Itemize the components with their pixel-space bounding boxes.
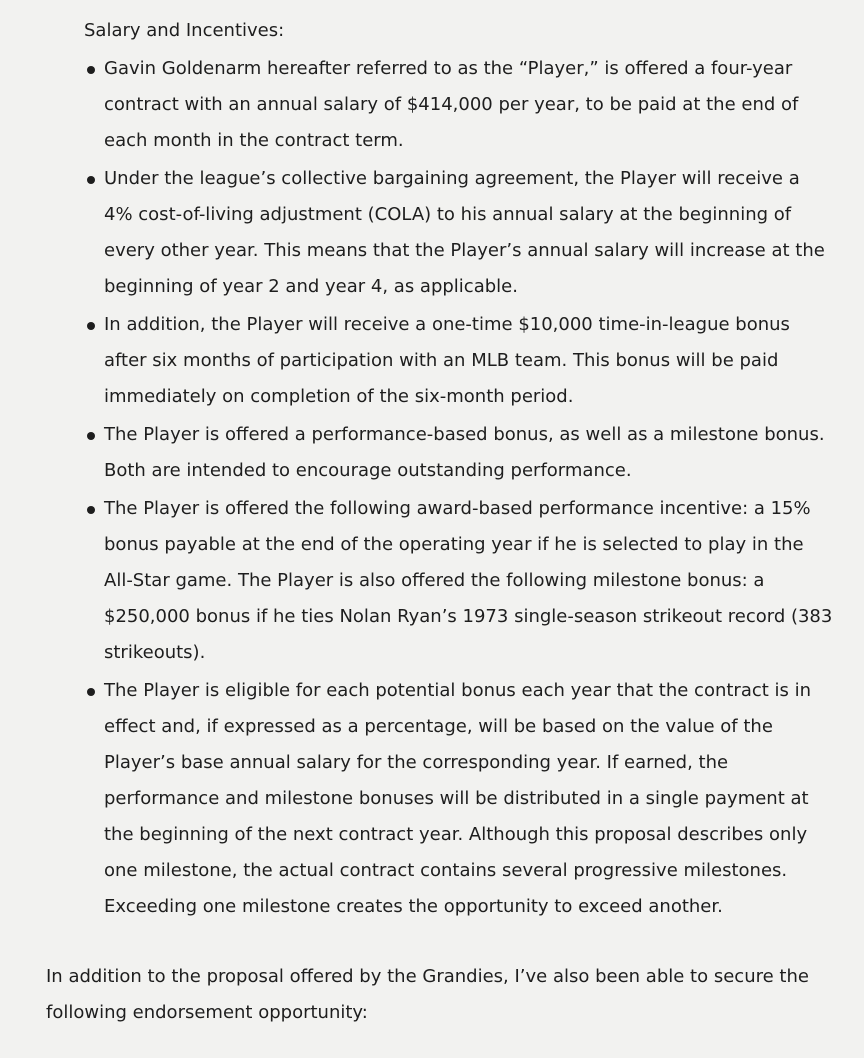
bullet-item-base-salary: Gavin Goldenarm hereafter referred to as the “Player,” is offered a four-year contract with an annual salary of $414,000 per year, to be paid at the end of each month in the contract term. (0, 51, 864, 159)
closing-paragraph: In addition to the proposal offered by the Grandies, I’ve also been able to secure the following endorsement opportunity: (46, 966, 809, 1023)
section-heading-salary-incentives: Salary and Incentives: (84, 20, 285, 41)
bullet-item-award-and-milestone: The Player is offered the following award-based performance incentive: a 15% bonus payable at the end of the operating year if he is selected to play in the All-Star game. The Player is also offered the following milestone bonus: a $250,000 bonus if he ties Nolan Ryan’s 1973 single-season strikeout record (383 strikeouts). (0, 491, 864, 671)
bullet-item-cola: Under the league’s collective bargaining agreement, the Player will receive a 4% cost-of-living adjustment (COLA) to his annual salary at the beginning of every other year. This means that the Player’s annual salary will increase at the beginning of year 2 and year 4, as applicable. (0, 161, 864, 305)
bullet-item-eligibility: The Player is eligible for each potential bonus each year that the contract is in effect and, if expressed as a percentage, will be based on the value of the Player’s base annual salary for the corresponding year. If earned, the performance and milestone bonuses will be distributed in a single payment at the beginning of the next contract year. Although this proposal describes only one milestone, the actual contract contains several progressive milestones. Exceeding one milestone creates the opportunity to exceed another. (0, 673, 864, 925)
incentives-bullet-list (0, 51, 864, 927)
bullet-item-bonus-types: The Player is offered a performance-based bonus, as well as a milestone bonus. Both are intended to encourage outstanding performance. (0, 417, 864, 489)
bullet-item-time-in-league-bonus: In addition, the Player will receive a one-time $10,000 time-in-league bonus after six months of participation with an MLB team. This bonus will be paid immediately on completion of the six-month period. (0, 307, 864, 415)
